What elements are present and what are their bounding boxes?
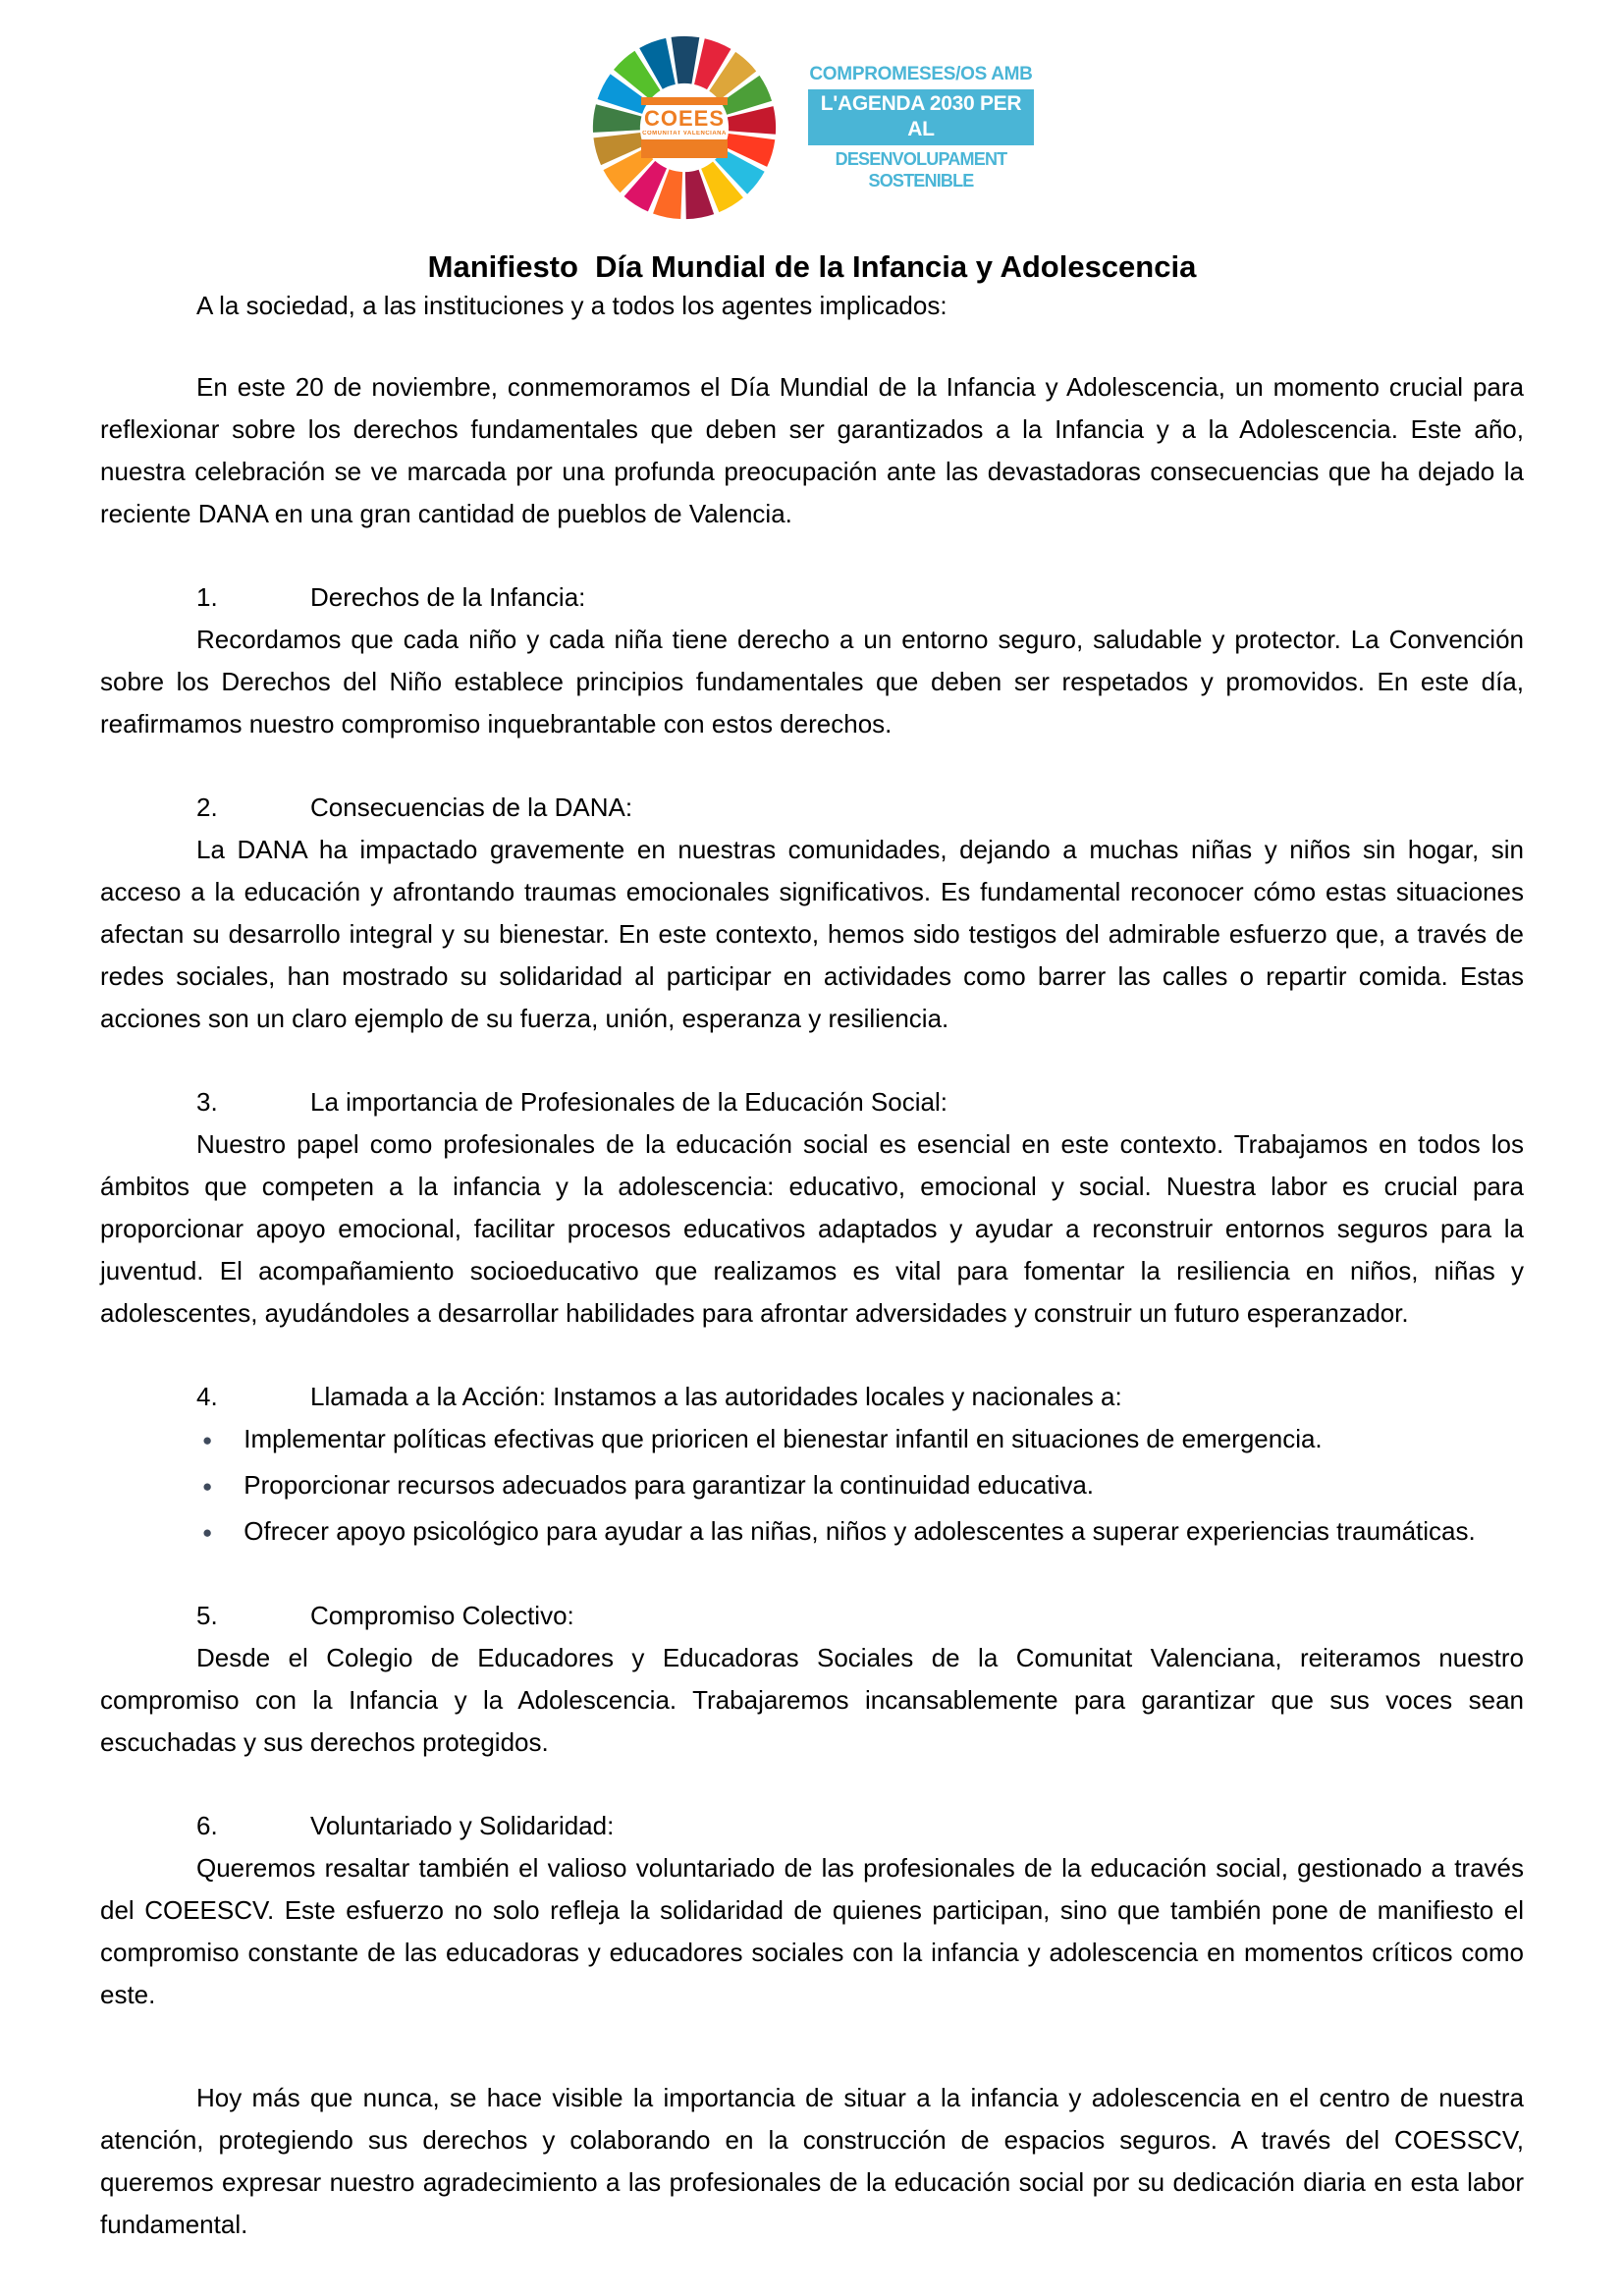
section-6-heading — [100, 1805, 1524, 1847]
section-2-body: La DANA ha impactado gravemente en nuestras comunidades, dejando a muchas niñas y niños sin hogar, sin acceso a la educación y afrontando traumas emocionales significativos. Es fundamental reconocer cómo estas situaciones afectan su desarrollo integral y su bienestar. En este contexto, hemos sido testigos del admirable esfuerzo que, a través de redes sociales, han mostrado su solidaridad al participar en actividades como barrer las calles o repartir comida. Estas acciones son un claro ejemplo de su fuerza, unión, esperanza y resiliencia. — [100, 835, 1524, 1033]
section-3 — [100, 1081, 1524, 1335]
section-2-heading-text: Consecuencias de la DANA: — [310, 793, 633, 822]
section-1-number: 1. — [196, 582, 218, 612]
coees-acronym: COEES — [643, 106, 726, 131]
section-3-body: Nuestro papel como profesionales de la educación social es esencial en este contexto. Trabajamos en todos los ámbitos que competen a la infancia y la adolescencia: educativo, emocional y social. Nuestra labor es crucial para proporcionar apoyo emocional, facilitar procesos educativos adaptados y ayudar a reconstruir entornos seguros para la juventud. El acompañamiento socioeducativo que realizamos es vital para fomentar la resiliencia en niños, niñas y adolescentes, ayudándoles a desarrollar habilidades para afrontar adversidades y construir un futuro esperanzador. — [100, 1129, 1524, 1328]
section-6 — [100, 1805, 1524, 2016]
intro-paragraph: En este 20 de noviembre, conmemoramos el Día Mundial de la Infancia y Adolescencia, un momento crucial para reflexionar sobre los derechos fundamentales que deben ser garantizados a la Infancia y a la Adolescencia. Este año, nuestra celebración se ve marcada por una profunda preocupación ante las devastadoras consecuencias que ha dejado la reciente DANA en una gran cantidad de pueblos de Valencia. — [100, 372, 1524, 528]
section-1-heading — [100, 576, 1524, 619]
section-5 — [100, 1595, 1524, 1764]
tagline-line-2: L'AGENDA 2030 PER AL — [808, 89, 1034, 145]
section-2 — [100, 787, 1524, 1040]
section-5-heading-text: Compromiso Colectivo: — [310, 1601, 574, 1630]
tagline-line-3: DESENVOLUPAMENT SOSTENIBLE — [835, 148, 1007, 191]
bullet-item-1-text: Implementar políticas efectivas que prioricen el bienestar infantil en situaciones de emergencia. — [244, 1424, 1323, 1453]
coees-logo — [100, 0, 1524, 222]
tagline-line-1: COMPROMESES/OS AMB — [809, 64, 1033, 85]
section-4-heading-text: Llamada a la Acción: Instamos a las autoridades locales y nacionales a: — [310, 1382, 1122, 1411]
agenda-2030-tagline — [808, 63, 1034, 191]
sdg-wheel-icon — [590, 33, 779, 222]
section-5-body: Desde el Colegio de Educadores y Educadoras Sociales de la Comunitat Valenciana, reiteramos nuestro compromiso con la Infancia y la Adolescencia. Trabajaremos incansablemente para garantizar que sus voces sean escuchadas y sus derechos protegidos. — [100, 1643, 1524, 1757]
section-5-heading — [100, 1595, 1524, 1637]
bullet-item-2-text: Proporcionar recursos adecuados para garantizar la continuidad educativa. — [244, 1470, 1095, 1500]
section-1 — [100, 576, 1524, 745]
coees-bottom-bar — [641, 139, 728, 158]
bullet-dot-icon: ● — [202, 1477, 213, 1496]
coees-emblem — [641, 97, 728, 158]
section-6-number: 6. — [196, 1811, 218, 1840]
section-3-heading — [100, 1081, 1524, 1123]
closing-paragraph: Hoy más que nunca, se hace visible la importancia de situar a la infancia y adolescencia en el centro de nuestra atención, protegiendo sus derechos y colaborando en la construcción de espacios seguros. A través del COESSCV, queremos expresar nuestro agradecimiento a las profesionales de la educación social por su dedicación diaria en esta labor fundamental. — [100, 2083, 1524, 2239]
bullet-dot-icon: ● — [202, 1431, 213, 1449]
section-6-body: Queremos resaltar también el valioso voluntariado de las profesionales de la educación social, gestionado a través del COEESCV. Este esfuerzo no solo refleja la solidaridad de quienes participan, sino que también pone de manifiesto el compromiso constante de las educadoras y educadores sociales con la infancia y adolescencia en momentos críticos como este. — [100, 1853, 1524, 2009]
bullet-dot-icon: ● — [202, 1523, 213, 1542]
section-2-heading — [100, 787, 1524, 829]
bullet-item-2 — [100, 1464, 1524, 1507]
bullet-item-3-text: Ofrecer apoyo psicológico para ayudar a las niñas, niños y adolescentes a superar experiencias traumáticas. — [244, 1516, 1476, 1546]
bullet-item-1 — [100, 1418, 1524, 1461]
coees-subtitle: COMUNITAT VALENCIANA — [642, 131, 727, 137]
section-3-number: 3. — [196, 1087, 218, 1117]
page-title: Manifiesto Día Mundial de la Infancia y Adolescencia — [427, 249, 1197, 284]
section-6-heading-text: Voluntariado y Solidaridad: — [310, 1811, 615, 1840]
section-4 — [100, 1376, 1524, 1554]
section-4-number: 4. — [196, 1382, 218, 1411]
section-1-body: Recordamos que cada niño y cada niña tiene derecho a un entorno seguro, saludable y protector. La Convención sobre los Derechos del Niño establece principios fundamentales que deben ser respetados y promovidos. En este día, reafirmamos nuestro compromiso inquebrantable con estos derechos. — [100, 625, 1524, 738]
section-1-heading-text: Derechos de la Infancia: — [310, 582, 586, 612]
section-3-heading-text: La importancia de Profesionales de la Educación Social: — [310, 1087, 947, 1117]
section-4-heading — [100, 1376, 1524, 1418]
section-2-number: 2. — [196, 793, 218, 822]
coees-top-bar — [641, 97, 728, 105]
salutation: A la sociedad, a las instituciones y a todos los agentes implicados: — [196, 291, 947, 320]
section-5-number: 5. — [196, 1601, 218, 1630]
bullet-item-3 — [100, 1510, 1524, 1554]
